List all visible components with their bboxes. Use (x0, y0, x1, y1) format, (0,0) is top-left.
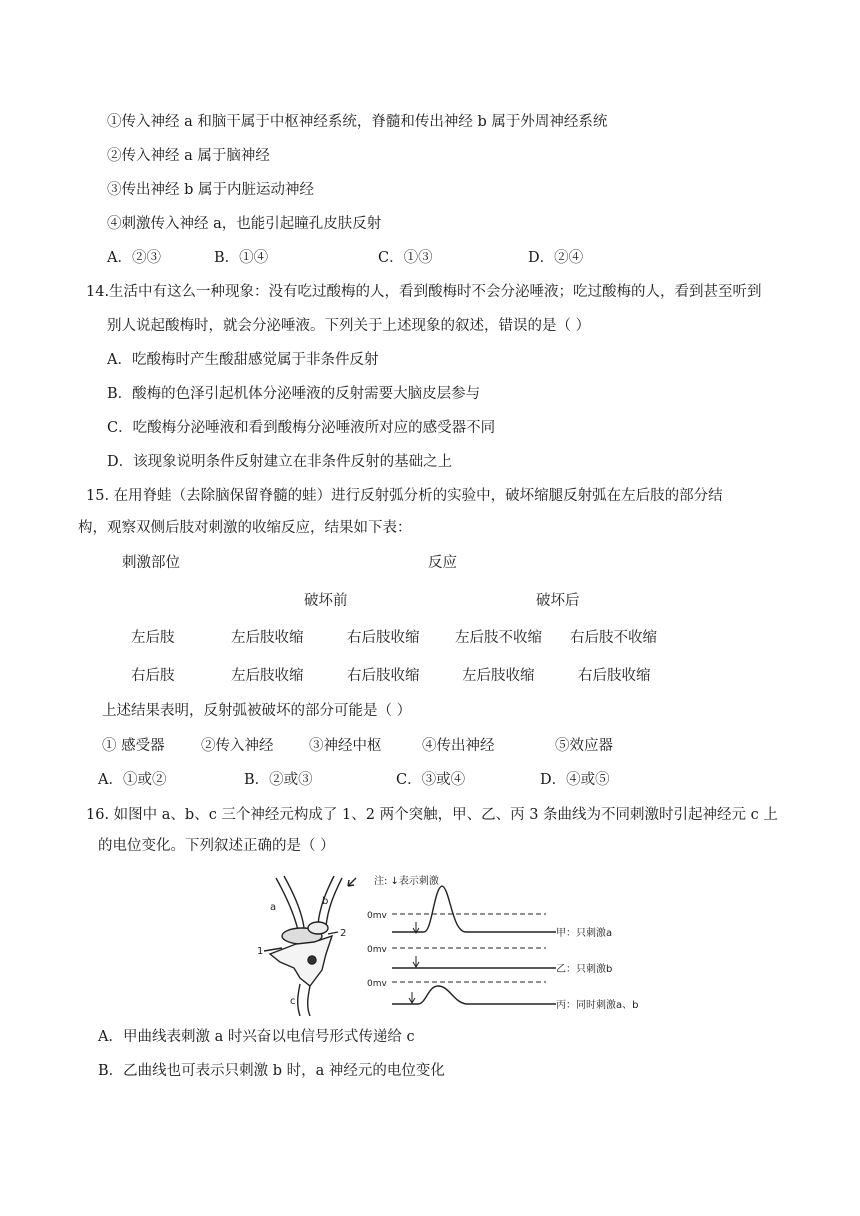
table-row2-cell: 右后肢收缩 (347, 668, 420, 684)
figure-note: 注: ↓表示刺激 (374, 876, 439, 887)
table-row1-cell: 右后肢收缩 (347, 630, 420, 646)
table-row1-cell: 左后肢收缩 (231, 630, 304, 646)
q15-part-1: ① 感受器 (102, 738, 165, 754)
q15-stem-line2: 构，观察双侧后肢对刺激的收缩反应，结果如下表： (78, 520, 412, 536)
q15-option-a: A．①或② (98, 772, 167, 788)
table-header-response: 反应 (428, 555, 457, 571)
label-a: a (270, 902, 277, 913)
q14-option-c: C．吃酸梅分泌唾液和看到酸梅分泌唾液所对应的感受器不同 (107, 420, 496, 436)
q16-option-a: A．甲曲线表刺激 a 时兴奋以电信号形式传递给 c (98, 1029, 415, 1045)
q15-stem-line1: 15. 在用脊蛙（去除脑保留脊髓的蛙）进行反射弧分析的实验中，破坏缩腿反射弧在左后肢的部分结 (86, 488, 723, 504)
q16-stem-line1: 16. 如图中 a、b、c 三个神经元构成了 1、2 两个突触，甲、乙、丙 3 条曲线为不同刺激时引起神经元 c 上 (86, 807, 778, 823)
label-c: c (290, 996, 296, 1007)
neuron-potential-figure (256, 866, 648, 1016)
q13-statement-2: ②传入神经 a 属于脑神经 (107, 148, 270, 164)
table-row2-cell: 左后肢收缩 (231, 668, 304, 684)
q13-statement-3: ③传出神经 b 属于内脏运动神经 (107, 182, 314, 198)
q15-option-d: D．④或⑤ (540, 772, 610, 788)
table-header-after: 破坏后 (536, 593, 580, 609)
table-header-site: 刺激部位 (122, 555, 180, 571)
table-row2-cell: 右后肢收缩 (578, 668, 651, 684)
zero-mv-label: 0mv (367, 945, 387, 955)
zero-mv-label: 0mv (367, 911, 387, 921)
curve-bing (392, 986, 556, 1004)
table-row1-site: 左后肢 (131, 630, 175, 646)
table-row2-cell: 左后肢收缩 (462, 668, 535, 684)
q13-statement-4: ④刺激传入神经 a，也能引起瞳孔皮肤反射 (107, 216, 382, 232)
q13-option-d: D．②④ (528, 250, 584, 266)
label-b: b (322, 896, 329, 907)
q16-option-b: B．乙曲线也可表示只刺激 b 时，a 神经元的电位变化 (98, 1063, 445, 1079)
q14-option-a: A．吃酸梅时产生酸甜感觉属于非条件反射 (107, 352, 379, 368)
curve-jia (392, 886, 556, 932)
curve-yi-label: 乙：只刺激b (556, 964, 613, 975)
zero-mv-label: 0mv (367, 979, 387, 989)
table-header-before: 破坏前 (304, 593, 348, 609)
label-1: 1 (257, 946, 264, 957)
q16-stem-line2: 的电位变化。下列叙述正确的是（ ） (98, 838, 335, 854)
table-row1-cell: 左后肢不收缩 (455, 630, 542, 646)
table-row2-site: 右后肢 (131, 668, 175, 684)
q14-option-d: D．该现象说明条件反射建立在非条件反射的基础之上 (107, 454, 453, 470)
q13-option-b: B．①④ (214, 250, 269, 266)
curve-bing-label: 丙：同时刺激a、b (556, 1000, 639, 1011)
q15-part-2: ②传入神经 (201, 738, 274, 754)
q15-part-5: ⑤效应器 (555, 738, 613, 754)
label-2: 2 (340, 928, 347, 939)
q13-option-a: A．②③ (107, 250, 161, 266)
q13-statement-1: ①传入神经 a 和脑干属于中枢神经系统，脊髓和传出神经 b 属于外周神经系统 (107, 114, 608, 130)
q15-conclusion: 上述结果表明，反射弧被破坏的部分可能是（ ） (102, 703, 412, 719)
q14-stem-line1: 14.生活中有这么一种现象：没有吃过酸梅的人，看到酸梅时不会分泌唾液；吃过酸梅的人，看到甚至听到 (86, 284, 762, 300)
q15-part-4: ④传出神经 (422, 738, 495, 754)
table-row1-cell: 右后肢不收缩 (570, 630, 657, 646)
neuron-diagram (264, 876, 356, 1016)
q14-option-b: B．酸梅的色泽引起机体分泌唾液的反射需要大脑皮层参与 (107, 386, 481, 402)
q15-option-c: C．③或④ (396, 772, 466, 788)
q14-stem-line2: 别人说起酸梅时，就会分泌唾液。下列关于上述现象的叙述，错误的是（ ） (107, 318, 591, 334)
q13-option-c: C．①③ (378, 250, 433, 266)
q15-option-b: B．②或③ (244, 772, 313, 788)
curve-jia-label: 甲：只刺激a (556, 928, 613, 939)
q15-part-3: ③神经中枢 (309, 738, 382, 754)
